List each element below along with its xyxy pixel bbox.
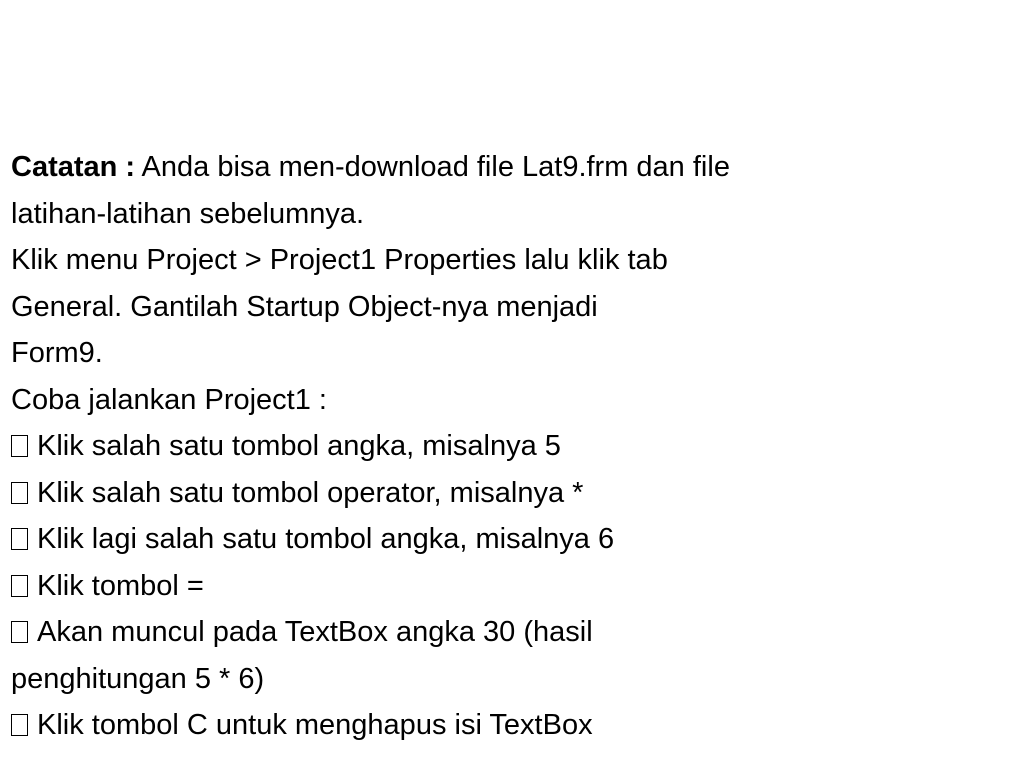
run-intro: Coba jalankan Project1 : bbox=[11, 383, 327, 416]
step-item bbox=[11, 423, 1011, 470]
bullet-box-icon bbox=[11, 528, 28, 550]
bullet-box-icon bbox=[11, 435, 28, 457]
step-text: Klik tombol C untuk menghapus isi TextBox bbox=[37, 709, 593, 741]
step-text: Klik salah satu tombol operator, misalnya * bbox=[37, 476, 584, 509]
step-item bbox=[11, 516, 1011, 563]
step-text: Klik salah satu tombol angka, misalnya 5 bbox=[37, 430, 561, 462]
step-item bbox=[11, 702, 1011, 749]
bullet-box-icon bbox=[11, 575, 28, 597]
step-item bbox=[11, 563, 1011, 610]
step-text: Akan muncul pada TextBox angka 30 (hasil bbox=[37, 616, 593, 648]
note-line-1 bbox=[11, 144, 1011, 191]
slide-body bbox=[11, 144, 1011, 749]
note-line-2: latihan-latihan sebelumnya. bbox=[11, 197, 365, 230]
bullet-box-icon bbox=[11, 482, 28, 504]
step-item bbox=[11, 609, 1011, 656]
bullet-box-icon bbox=[11, 621, 28, 643]
step-continuation: penghitungan 5 * 6) bbox=[11, 662, 265, 695]
step-item bbox=[11, 470, 1011, 517]
note-text: Anda bisa men-download file Lat9.frm dan file bbox=[141, 151, 730, 183]
instruction-line-3: Form9. bbox=[11, 337, 103, 369]
step-text: Klik tombol = bbox=[37, 569, 204, 602]
instruction-line-1: Klik menu Project > Project1 Properties lalu klik tab bbox=[11, 244, 668, 276]
note-label: Catatan : bbox=[11, 151, 136, 183]
step-text: Klik lagi salah satu tombol angka, misalnya 6 bbox=[37, 523, 615, 555]
instruction-line-2: General. Gantilah Startup Object-nya menjadi bbox=[11, 290, 598, 323]
bullet-box-icon bbox=[11, 714, 28, 736]
